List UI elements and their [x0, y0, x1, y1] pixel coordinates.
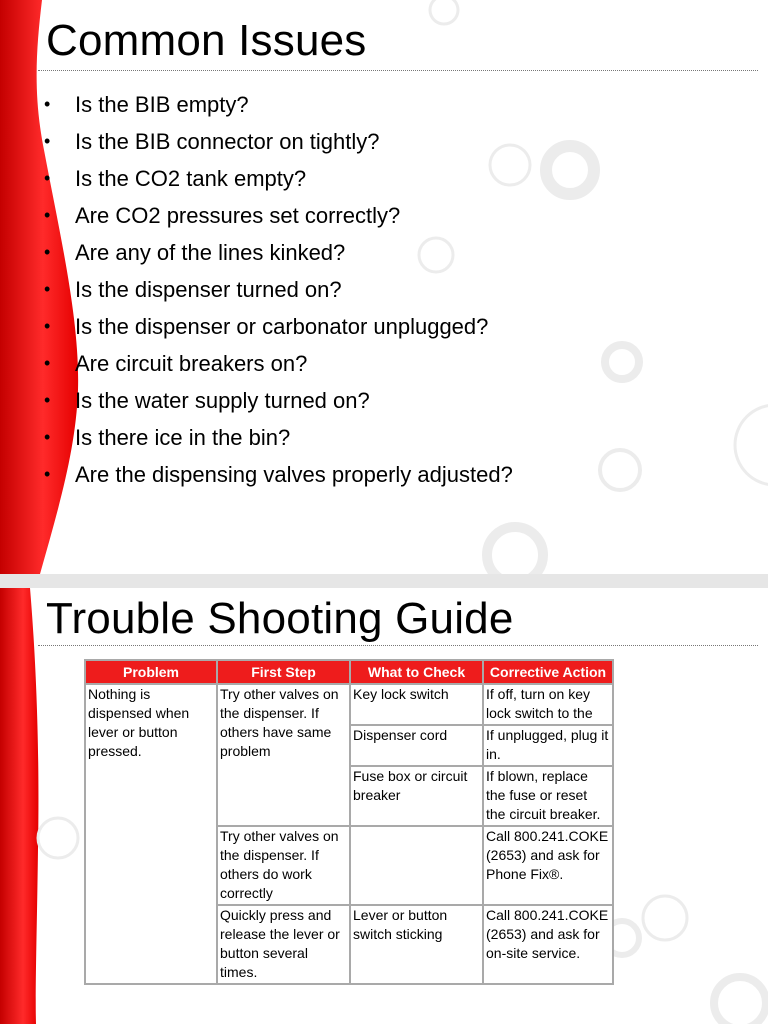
bullet-icon: •	[44, 279, 51, 299]
check-cell: Lever or button switch sticking	[351, 906, 482, 983]
page-title: Common Issues	[46, 16, 367, 65]
header-problem: Problem	[86, 661, 216, 683]
header-what-to-check: What to Check	[351, 661, 482, 683]
bullet-icon: •	[44, 353, 51, 373]
list-item: • Is the dispenser turned on?	[44, 271, 513, 308]
problem-cell: Nothing is dispensed when lever or button pressed.	[86, 685, 216, 983]
check-cell	[351, 827, 482, 904]
action-cell: If blown, replace the fuse or reset the circuit breaker.	[484, 767, 612, 825]
bullet-icon: •	[44, 464, 51, 484]
header-first-step: First Step	[218, 661, 349, 683]
issue-list	[44, 86, 513, 493]
bullet-icon: •	[44, 390, 51, 410]
list-item: • Is the water supply turned on?	[44, 382, 513, 419]
list-item: • Is the BIB connector on tightly?	[44, 123, 513, 160]
check-cell: Key lock switch	[351, 685, 482, 724]
action-cell: Call 800.241.COKE (2653) and ask for Phone Fix®.	[484, 827, 612, 904]
list-item: • Is the dispenser or carbonator unplugged?	[44, 308, 513, 345]
bullet-icon: •	[44, 242, 51, 262]
list-item: • Are CO2 pressures set correctly?	[44, 197, 513, 234]
bullet-icon: •	[44, 168, 51, 188]
slide-trouble-shooting	[0, 588, 768, 1024]
bullet-icon: •	[44, 427, 51, 447]
action-cell: If unplugged, plug it in.	[484, 726, 612, 765]
list-item: • Is the BIB empty?	[44, 86, 513, 123]
list-item: • Is there ice in the bin?	[44, 419, 513, 456]
table-header-row	[86, 661, 612, 683]
list-item: • Are the dispensing valves properly adjusted?	[44, 456, 513, 493]
list-item: • Is the CO2 tank empty?	[44, 160, 513, 197]
troubleshooting-table	[84, 659, 614, 985]
list-item: • Are any of the lines kinked?	[44, 234, 513, 271]
action-cell: Call 800.241.COKE (2653) and ask for on-site service.	[484, 906, 612, 983]
bullet-icon: •	[44, 94, 51, 114]
action-cell: If off, turn on key lock switch to the	[484, 685, 612, 724]
page-title: Trouble Shooting Guide	[46, 594, 514, 643]
bullet-icon: •	[44, 316, 51, 336]
header-corrective-action: Corrective Action	[484, 661, 612, 683]
first-step-cell: Try other valves on the dispenser. If others do work correctly	[218, 827, 349, 904]
list-item: • Are circuit breakers on?	[44, 345, 513, 382]
table-row	[86, 685, 612, 724]
first-step-cell: Try other valves on the dispenser. If others have same problem	[218, 685, 349, 825]
bullet-icon: •	[44, 205, 51, 225]
check-cell: Fuse box or circuit breaker	[351, 767, 482, 825]
title-divider	[38, 70, 758, 71]
first-step-cell: Quickly press and release the lever or button several times.	[218, 906, 349, 983]
check-cell: Dispenser cord	[351, 726, 482, 765]
title-divider	[38, 645, 758, 646]
bullet-icon: •	[44, 131, 51, 151]
